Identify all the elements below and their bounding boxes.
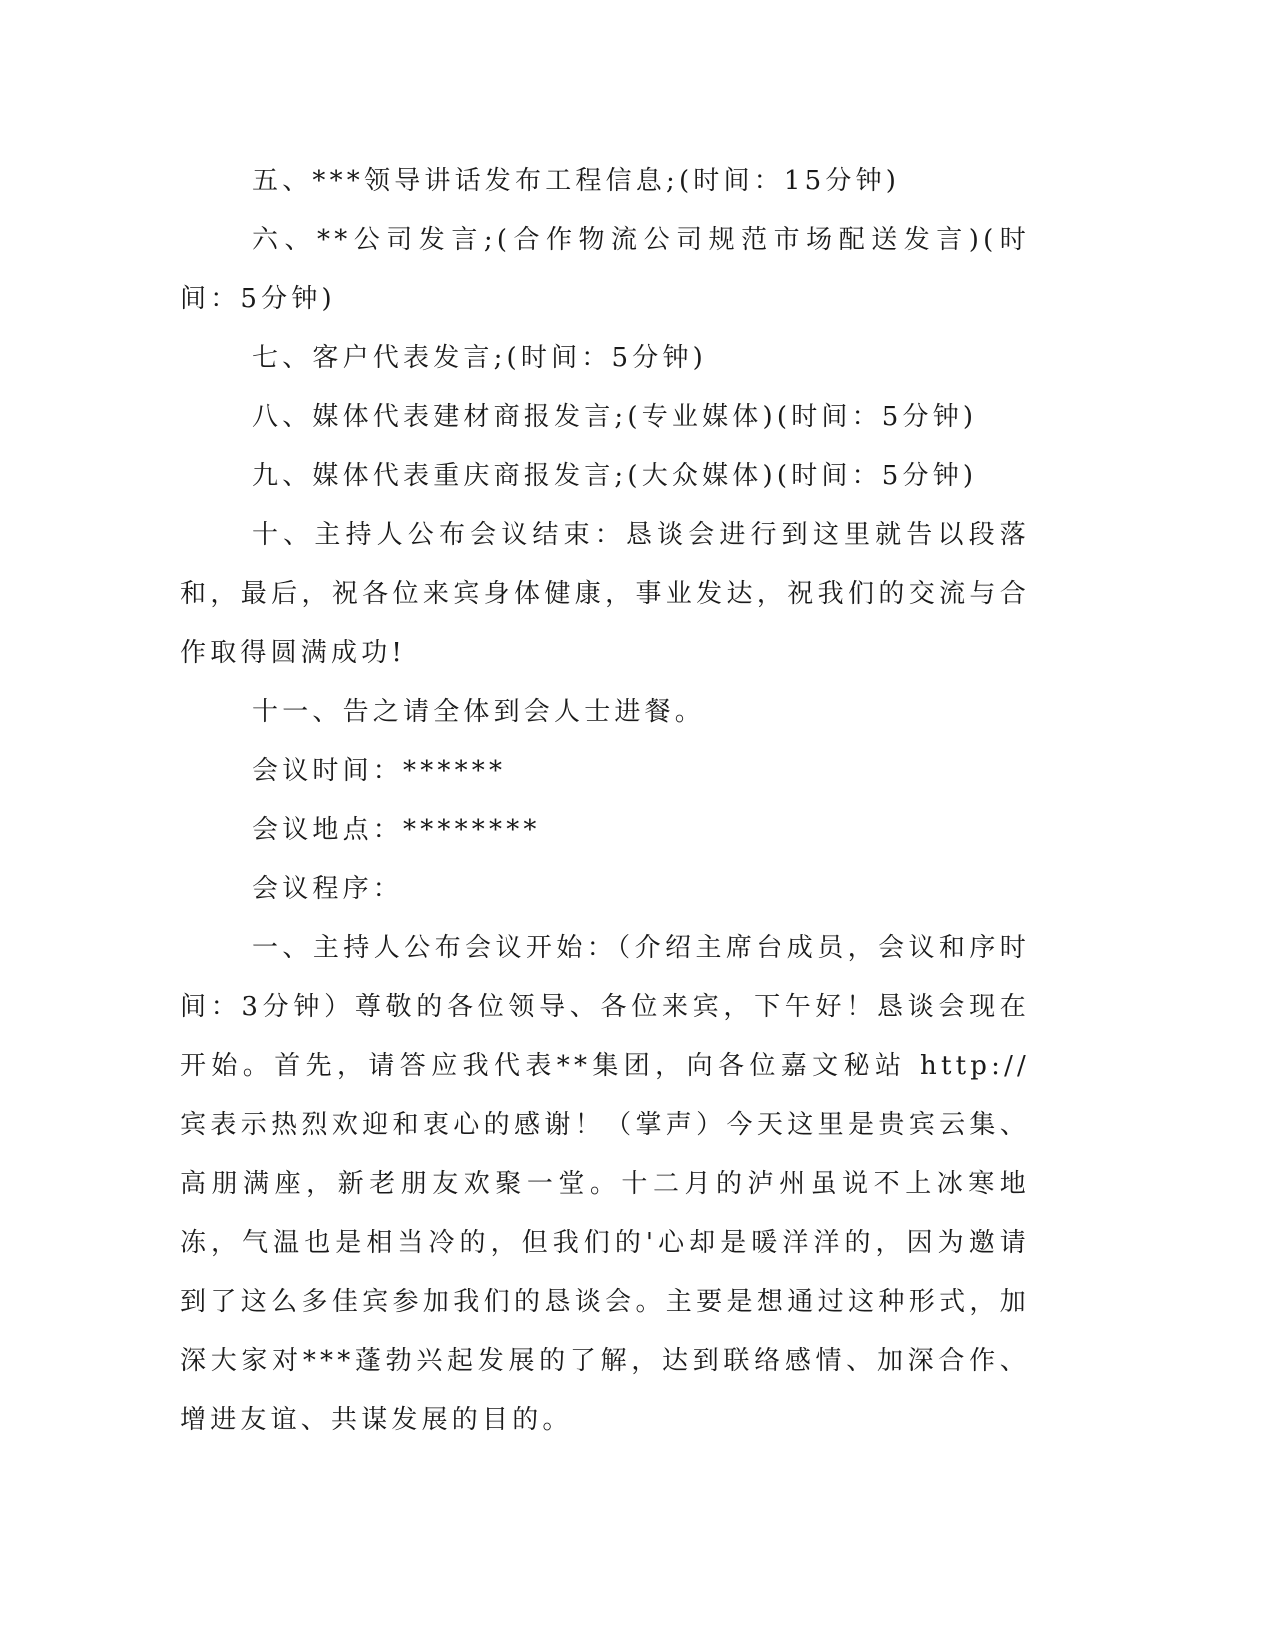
paragraph-item-8: 八、媒体代表建材商报发言;(专业媒体)(时间：5分钟) — [252, 402, 978, 432]
paragraph-item-9: 九、媒体代表重庆商报发言;(大众媒体)(时间：5分钟) — [252, 461, 978, 491]
meeting-time: 会议时间：****** — [252, 756, 507, 786]
document-body — [180, 152, 1030, 1450]
paragraph-item-1-opening: 一、主持人公布会议开始：（介绍主席台成员，会议和序时间：3分钟）尊敬的各位领导、各位来宾，下午好！恳谈会现在开始。首先，请答应我代表**集团，向各位嘉文秘站 http://宾表示热烈欢迎和衷心的感谢！（掌声）今天这里是贵宾云集、高朋满座，新老朋友欢聚一堂。十二月的泸州虽说不上冰寒地冻，气温也是相当冷的，但我们的'心却是暖洋洋的，因为邀请到了这么多佳宾参加我们的恳谈会。主要是想通过这种形式，加深大家对***蓬勃兴起发展的了解，达到联络感情、加深合作、增进友谊、共谋发展的目的。 — [180, 933, 1030, 1435]
paragraph-item-7: 七、客户代表发言;(时间：5分钟) — [252, 343, 707, 373]
meeting-location: 会议地点：******** — [252, 815, 541, 845]
paragraph-item-10: 十、主持人公布会议结束：恳谈会进行到这里就告以段落和，最后，祝各位来宾身体健康，事业发达，祝我们的交流与合作取得圆满成功! — [180, 520, 1030, 668]
paragraph-item-5: 五、***领导讲话发布工程信息;(时间：15分钟) — [252, 166, 901, 196]
paragraph-item-11: 十一、告之请全体到会人士进餐。 — [252, 697, 706, 727]
meeting-agenda-heading: 会议程序： — [252, 874, 404, 904]
paragraph-item-6: 六、**公司发言;(合作物流公司规范市场配送发言)(时间：5分钟) — [180, 225, 1030, 314]
